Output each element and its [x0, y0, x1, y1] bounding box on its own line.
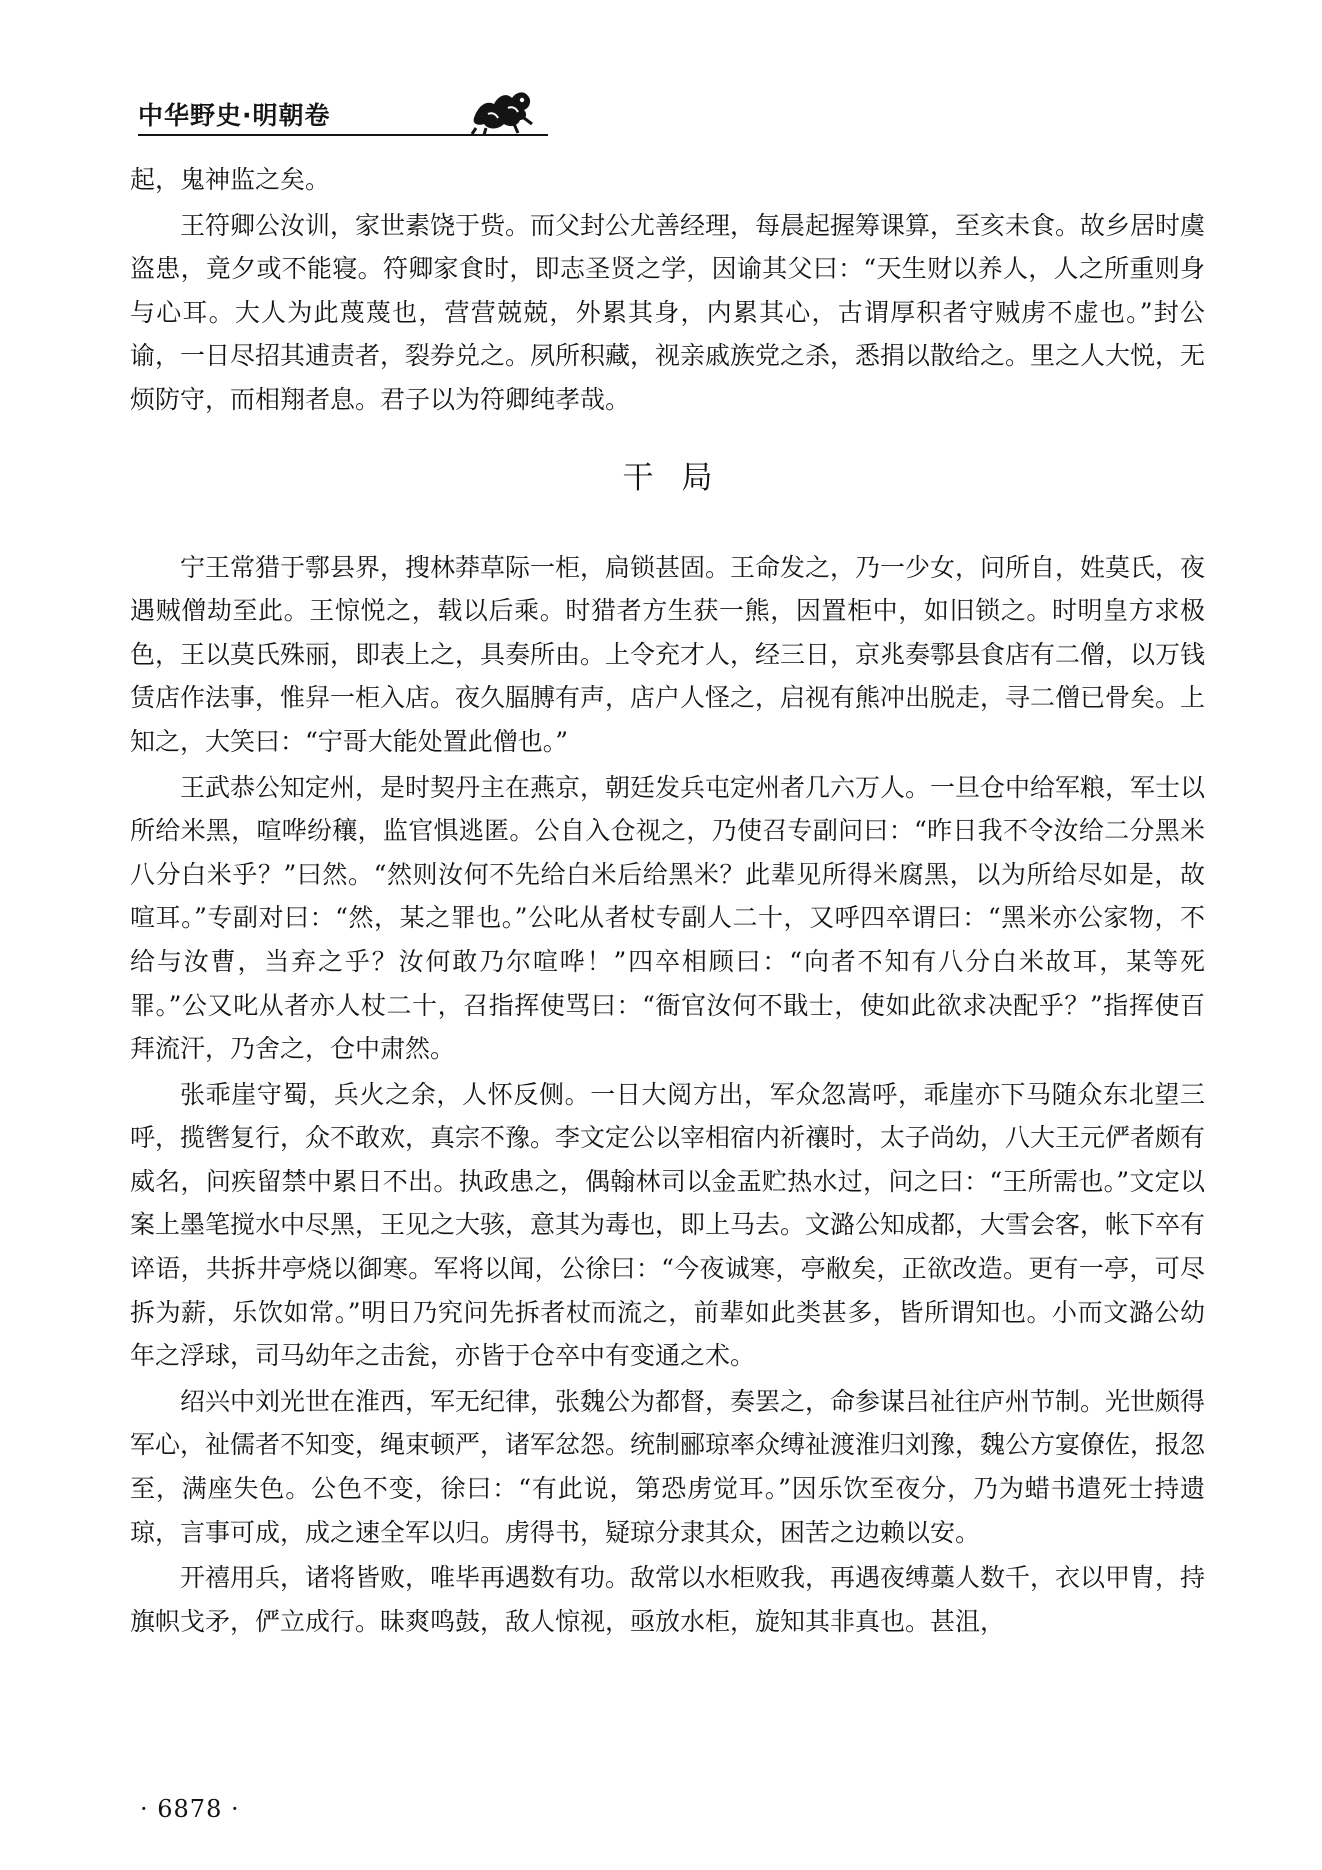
running-title: 中华野史·明朝卷 — [138, 101, 331, 130]
section-title: 干局 — [622, 459, 741, 496]
page-number: · 6878 · — [140, 1795, 240, 1823]
body-text — [130, 158, 1205, 1643]
paragraph: 王武恭公知定州，是时契丹主在燕京，朝廷发兵屯定州者几六万人。一旦仓中给军粮，军士以所给米黑，喧哗纷穰，监官惧逃匿。公自入仓视之，乃使召专副问曰：“昨日我不令汝给二分黑米八分白米乎？”曰然。“然则汝何不先给白米后给黑米？此辈见所得米腐黑，以为所给尽如是，故喧耳。”专副对曰：“然，某之罪也。”公叱从者杖专副人二十，又呼四卒谓曰：“黑米亦公家物，不给与汝曹，当弃之乎？汝何敢乃尔喧哗！”四卒相顾曰：“向者不知有八分白米故耳，某等死罪。”公又叱从者亦人杖二十，召指挥使骂曰：“衙官汝何不戢士，使如此欲求决配乎？”指挥使百拜流汗，乃舍之，仓中肃然。 — [130, 772, 1206, 1064]
paragraph-continued: 起，鬼神监之矣。 — [130, 165, 331, 194]
running-header — [138, 96, 548, 142]
paragraph: 王符卿公汝训，家世素饶于赀。而父封公尤善经理，每晨起握筹课算，至亥未食。故乡居时虞盗患，竟夕或不能寝。符卿家食时，即志圣贤之学，因谕其父曰：“天生财以养人，人之所重则身与心耳。大人为此蔑蔑也，营营兢兢，外累其身，内累其心，古谓厚积者守贼虏不虚也。”封公谕，一日尽招其逋责者，裂券兑之。夙所积藏，视亲戚族党之杀，悉捐以散给之。里之人大悦，无烦防守，而相翔者息。君子以为符卿纯孝哉。 — [130, 210, 1206, 414]
paragraph: 张乖崖守蜀，兵火之余，人怀反侧。一日大阅方出，军众忽嵩呼，乖崖亦下马随众东北望三呼，揽辔复行，众不敢欢，真宗不豫。李文定公以宰相宿内祈禳时，太子尚幼，八大王元俨者颇有威名，问疾留禁中累日不出。执政患之，偶翰林司以金盂贮热水过，问之曰：“王所需也。”文定以案上墨笔搅水中尽黑，王见之大骇，意其为毒也，即上马去。文潞公知成都，大雪会客，帐下卒有谇语，共拆井亭烧以御寒。军将以闻，公徐曰：“今夜诚寒，亭敝矣，正欲改造。更有一亭，可尽拆为薪，乐饮如常。”明日乃究问先拆者杖而流之，前辈如此类甚多，皆所谓知也。小而文潞公幼年之浮球，司马幼年之击瓮，亦皆于仓卒中有变通之术。 — [130, 1079, 1206, 1371]
paragraph: 绍兴中刘光世在淮西，军无纪律，张魏公为都督，奏罢之，命参谋吕祉往庐州节制。光世颇得军心，祉儒者不知变，绳束顿严，诸军忿怨。统制郦琼率众缚祉渡淮归刘豫，魏公方宴僚佐，报忽至，满座失色。公色不变，徐曰：“有此说，第恐虏觉耳。”因乐饮至夜分，乃为蜡书遣死士持遗琼，言事可成，成之速全军以归。虏得书，疑琼分隶其众，困苦之边赖以安。 — [130, 1386, 1206, 1547]
header-rule — [138, 134, 548, 136]
paragraph: 宁王常猎于鄠县界，搜林莽草际一柜，扃锁甚固。王命发之，乃一少女，问所自，姓莫氏，夜遇贼僧劫至此。王惊悦之，载以后乘。时猎者方生获一熊，因置柜中，如旧锁之。时明皇方求极色，王以莫氏殊丽，即表上之，具奏所由。上令充才人，经三日，京兆奏鄠县食店有二僧，以万钱赁店作法事，惟舁一柜入店。夜久腷膊有声，店户人怪之，启视有熊冲出脱走，寻二僧已骨矣。上知之，大笑曰：“宁哥大能处置此僧也。” — [130, 552, 1206, 756]
paragraph: 开禧用兵，诸将皆败，唯毕再遇数有功。敌常以水柜败我，再遇夜缚藁人数千，衣以甲胄，持旗帜戈矛，俨立成行。昧爽鸣鼓，敌人惊视，亟放水柜，旋知其非真也。甚沮， — [130, 1563, 1206, 1636]
dragon-ornament-icon — [468, 84, 538, 136]
